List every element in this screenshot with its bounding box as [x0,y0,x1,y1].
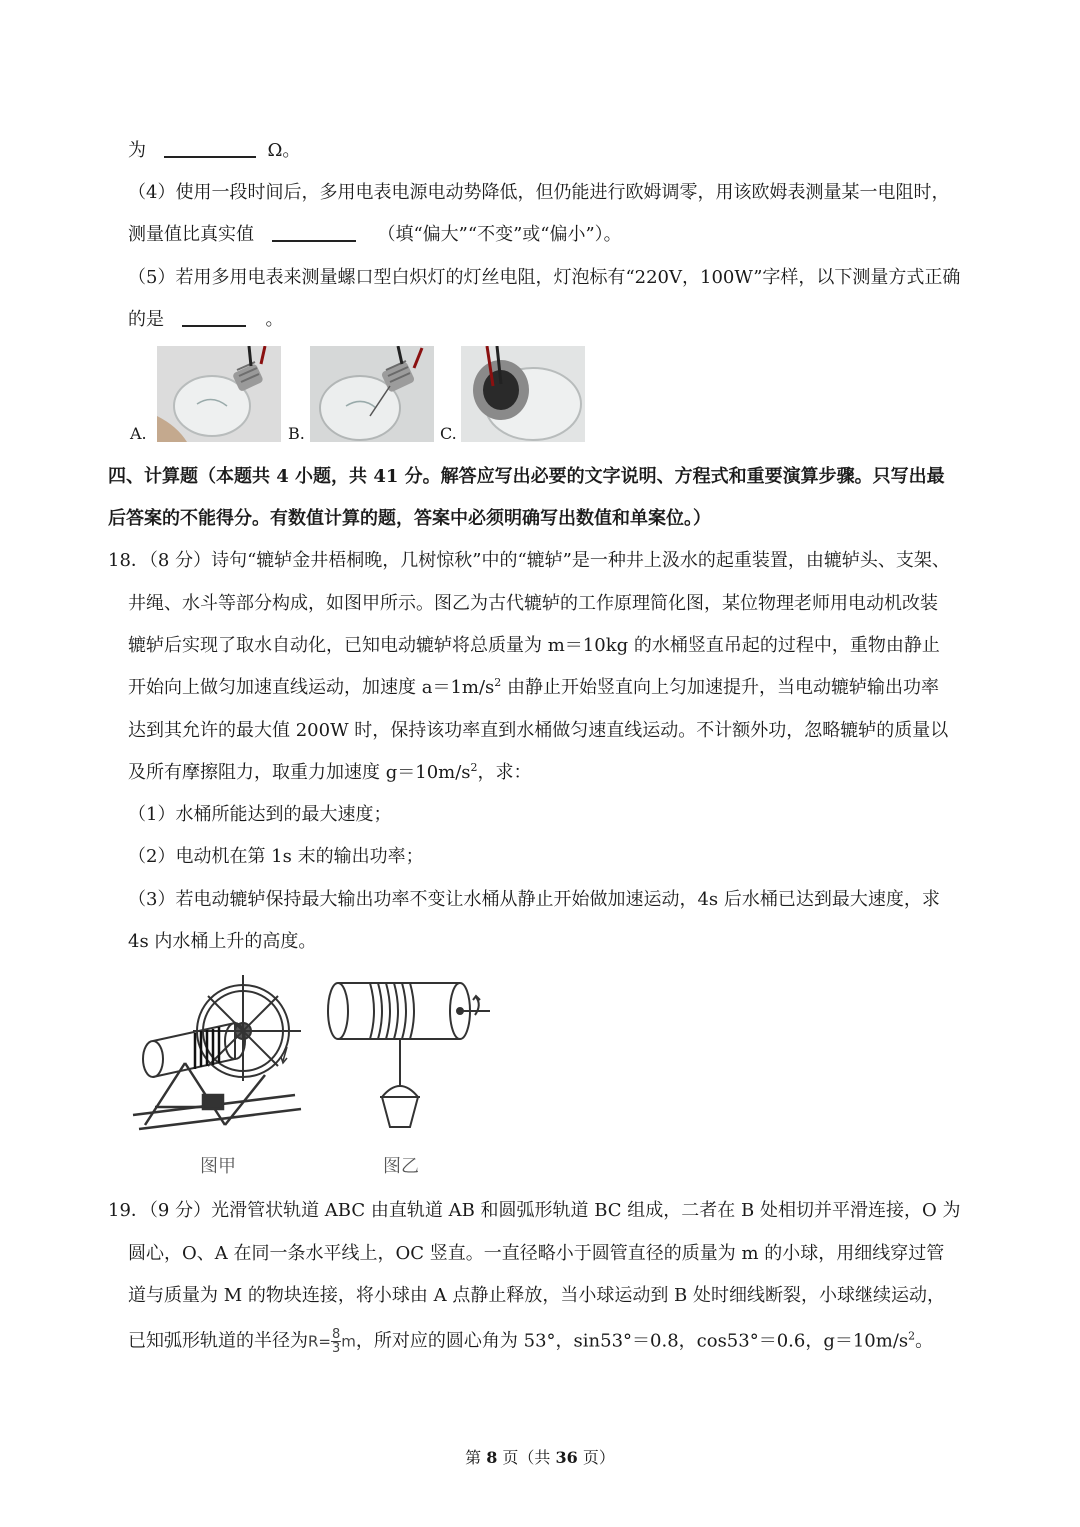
windlass-figure-a [125,975,305,1135]
q18-sub2: （2）电动机在第 1s 末的输出功率； [128,846,424,867]
text: 页（共 [502,1448,551,1467]
q19-line1: 19．（9 分）光滑管状轨道 ABC 由直轨道 AB 和圆弧形轨道 BC 组成，二者在 B 处相切并平滑连接，O 为 [108,1200,961,1221]
radius-fraction [331,1328,341,1355]
option-a-label: A. [130,424,147,443]
text: 已知弧形轨道的半径为 [128,1330,308,1352]
text: 为 [128,140,146,161]
page-number: 8 [486,1448,498,1467]
text: 测量值比真实值 [128,224,254,245]
superscript: 2 [908,1329,916,1343]
option-c-label: C. [440,424,457,443]
q18-sub3-line1: （3）若电动辘轳保持最大输出功率不变让水桶从静止开始做加速运动，4s 后水桶已达到最大速度，求 [128,889,940,910]
radius-unit: m [341,1332,356,1351]
q19-line2: 圆心，O、A 在同一条水平线上，OC 竖直。一直径略小于圆管直径的质量为 m 的小球，用细线穿过管 [128,1243,945,1264]
option-b-label: B. [288,424,305,443]
text: 。 [265,309,284,330]
option-a-photo [157,346,281,442]
section4-heading-line2: 后答案的不能得分。有数值计算的题，答案中必须明确写出数值和单案位。） [108,508,711,529]
windlass-figure-b [320,975,500,1135]
superscript: 2 [494,676,502,689]
q18-line1: 18．（8 分）诗句“辘轳金井梧桐晚，几树惊秋”中的“辘轳”是一种井上汲水的起重装置，由辘轳头、支架、 [108,550,950,571]
text: （填“偏大”“不变”或“偏小”）。 [377,224,622,245]
text: 及所有摩擦阻力，取重力加速度 g＝10m/s [128,762,471,783]
option-b-photo [310,346,434,442]
q18-line6 [128,760,532,786]
superscript: 2 [470,761,478,774]
fraction-numerator: 8 [332,1327,341,1342]
answer-blank-1[interactable] [164,138,256,158]
figure-b-caption: 图乙 [383,1156,419,1177]
text: ，求： [477,762,532,783]
total-pages: 36 [555,1448,578,1467]
fraction-denominator: 3 [332,1341,341,1356]
q18-line2: 井绳、水斗等部分构成，如图甲所示。图乙为古代辘轳的工作原理简化图，某位物理老师用电动机改装 [128,593,938,614]
radius-symbol: R= [308,1332,331,1351]
page-footer [0,1445,1080,1468]
q18-line5: 达到其允许的最大值 200W 时，保持该功率直到水桶做匀速直线运动。不计额外功，忽略辘轳的质量以 [128,720,949,741]
text: 开始向上做匀加速直线运动，加速度 a＝1m/s [128,677,495,698]
q5-line2 [128,307,283,333]
option-c-photo [461,346,585,442]
q18-sub1: （1）水桶所能达到的最大速度； [128,804,392,825]
text: 页） [582,1448,615,1467]
q18-line4 [128,675,939,701]
text: Ω。 [267,140,301,161]
q4-line2 [128,222,622,248]
text: 由静止开始竖直向上匀加速提升，当电动辘轳输出功率 [501,677,940,698]
text: ，所对应的圆心角为 53°，sin53°＝0.8，cos53°＝0.6，g＝10m/s [355,1330,909,1352]
q18-line3: 辘轳后实现了取水自动化，已知电动辘轳将总质量为 m＝10kg 的水桶竖直吊起的过程中，重物由静止 [128,635,940,656]
answer-blank-3[interactable] [182,307,246,327]
text: 的是 [128,309,164,330]
q19-line4 [128,1328,933,1355]
q19-line3: 道与质量为 M 的物块连接，将小球由 A 点静止释放，当小球运动到 B 处时细线断裂，小球继续运动， [128,1285,945,1306]
figure-a-caption: 图甲 [200,1156,236,1177]
text: 。 [915,1330,934,1352]
section4-heading-line1: 四、计算题（本题共 4 小题，共 41 分。解答应写出必要的文字说明、方程式和重要演算步骤。只写出最 [108,466,945,487]
q4-line1: （4）使用一段时间后，多用电表电源电动势降低，但仍能进行欧姆调零，用该欧姆表测量某一电阻时， [128,182,950,203]
answer-line-ohm [128,138,300,164]
answer-blank-2[interactable] [272,222,356,242]
text: 第 [465,1448,482,1467]
q18-sub3-line2: 4s 内水桶上升的高度。 [128,931,317,952]
q5-line1: （5）若用多用电表来测量螺口型白炽灯的灯丝电阻，灯泡标有“220V，100W”字样，以下测量方式正确 [128,267,961,288]
